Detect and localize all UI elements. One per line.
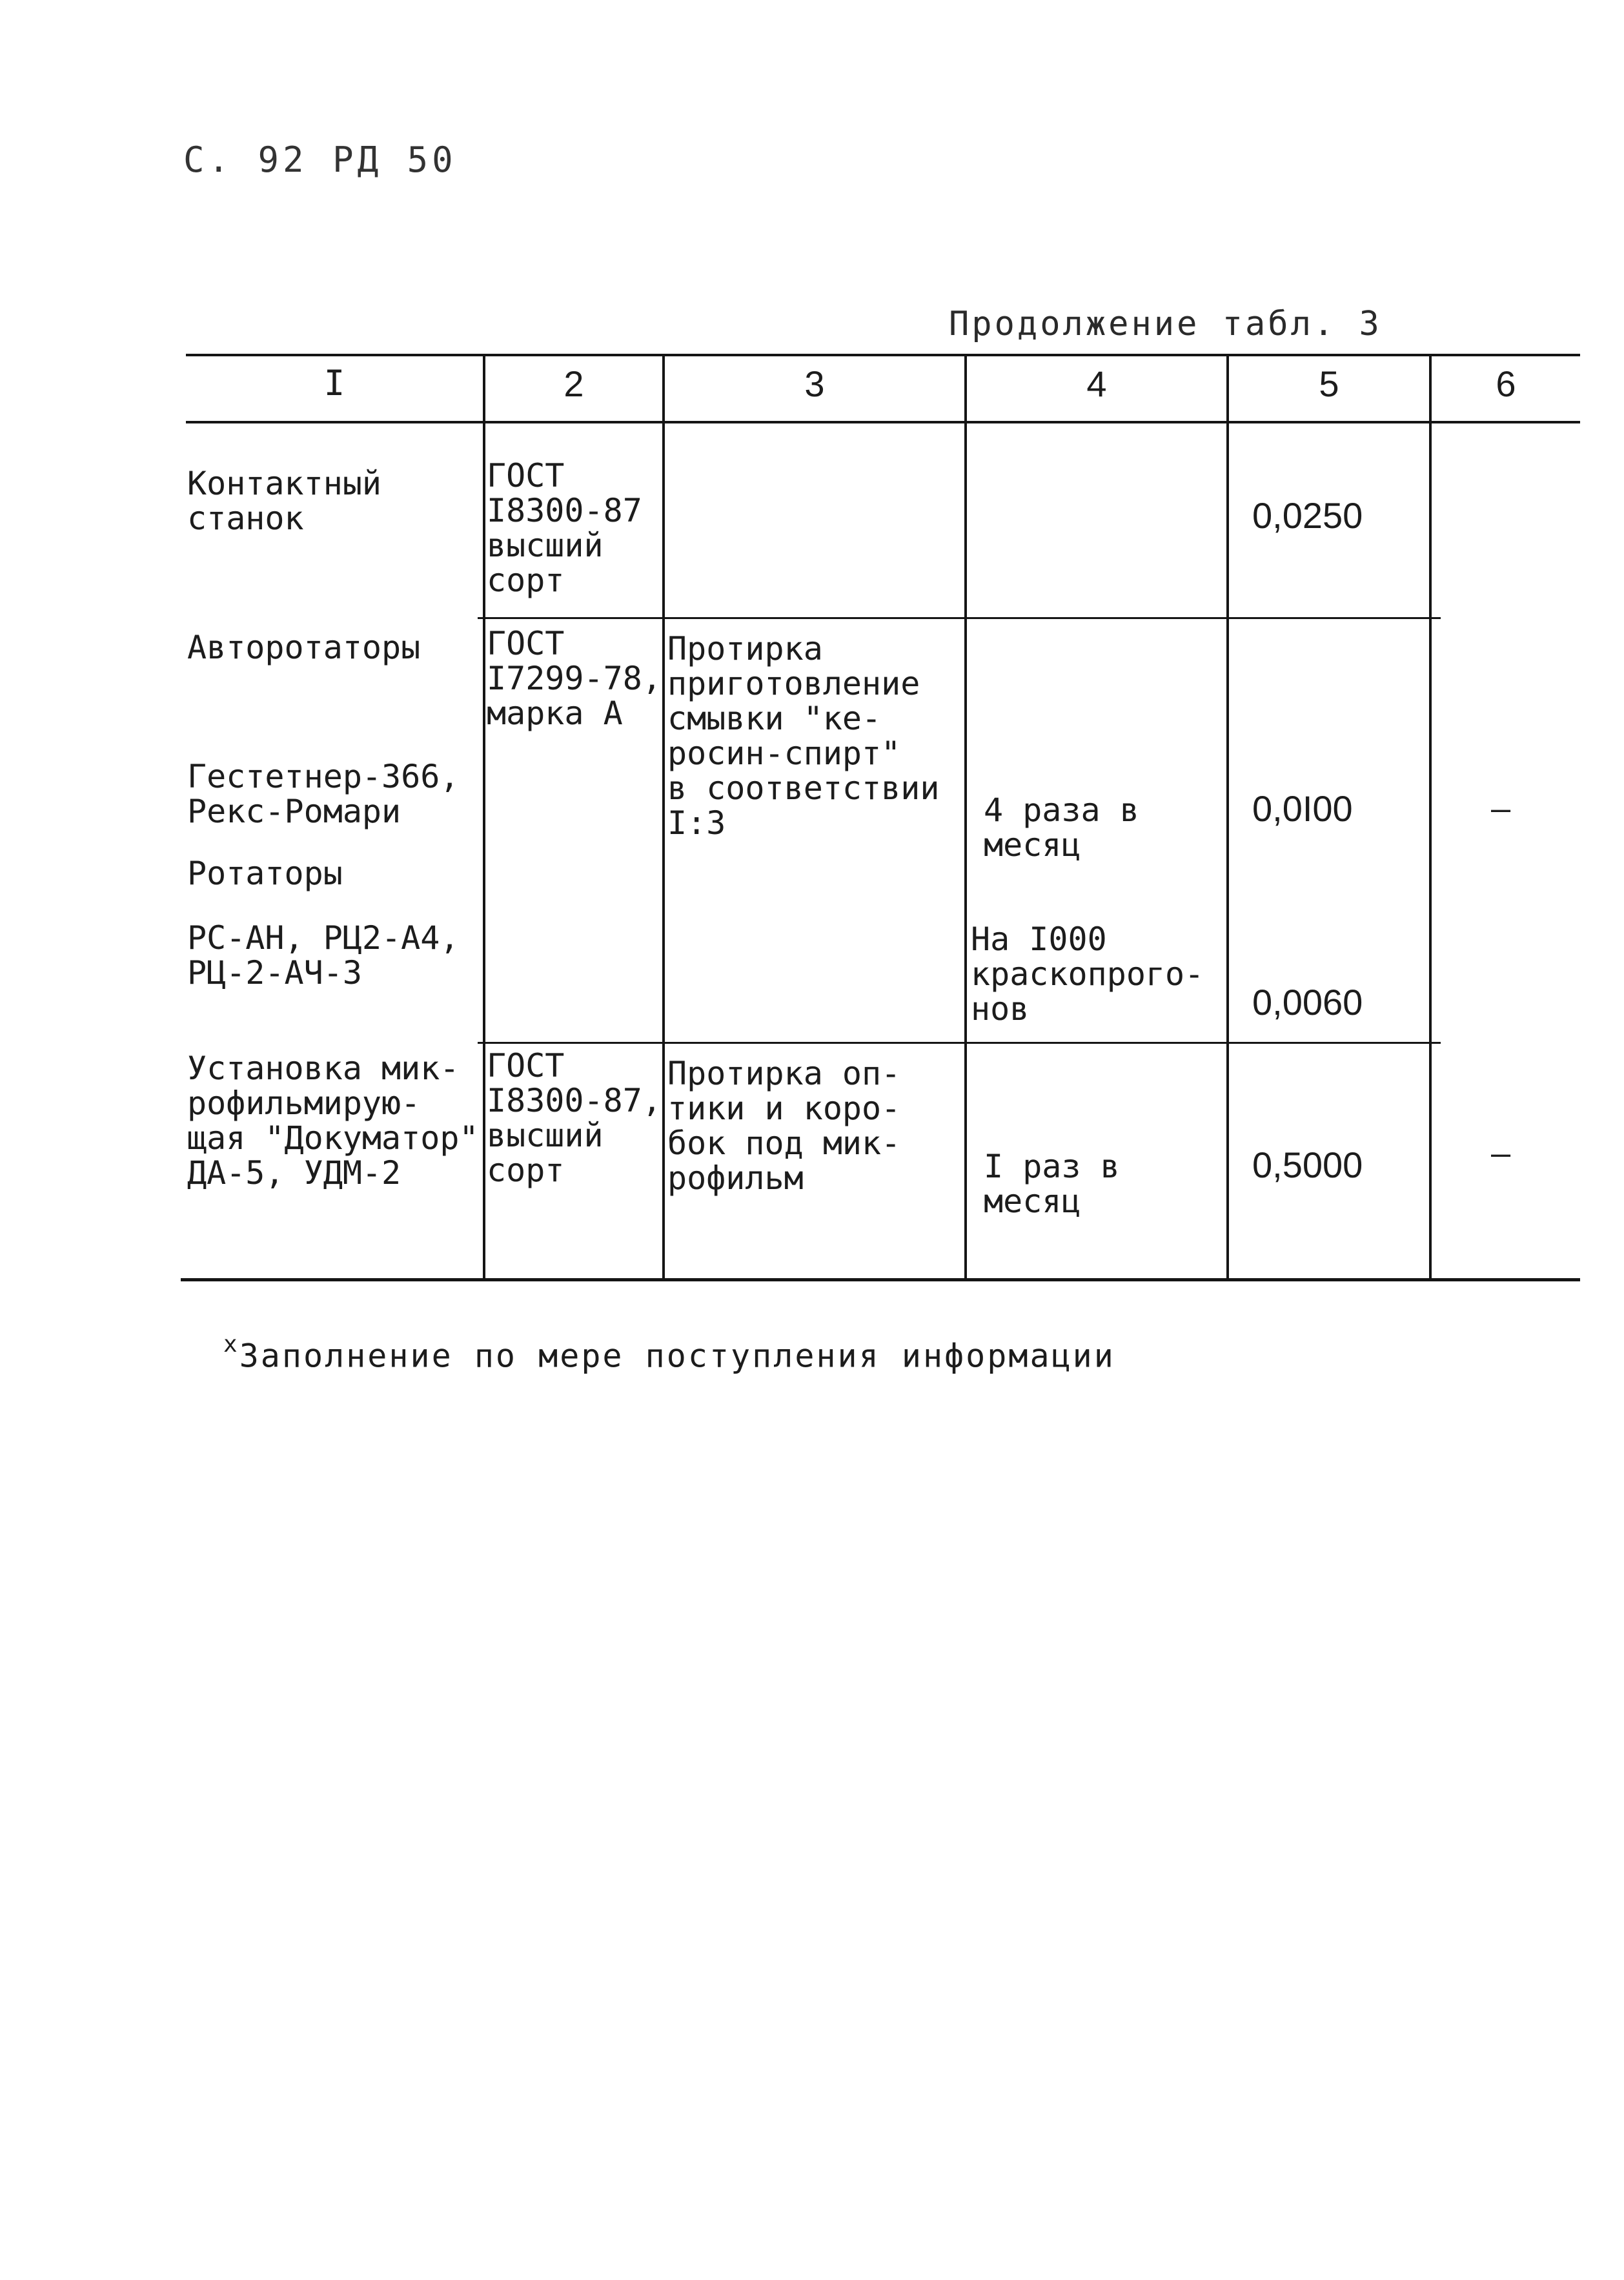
page-reference: С. 92 РД 50 xyxy=(183,139,457,180)
table-caption: Продолжение табл. 3 xyxy=(949,305,1382,343)
column-divider-5 xyxy=(1429,354,1432,1279)
column-divider-3 xyxy=(964,354,967,1279)
row2-equipment-autorotators: Авторотаторы xyxy=(187,629,421,666)
row1-rate: 0,0250 xyxy=(1252,495,1363,536)
row2-equipment-gestetner: Гестетнер-366, Рекс-Ромари xyxy=(187,758,460,830)
column-header-3: 3 xyxy=(804,363,825,404)
row2-equipment-rotators: Ротаторы xyxy=(187,855,343,892)
row3-col6: – xyxy=(1491,1135,1511,1172)
row2-frequency: 4 раза в месяц xyxy=(984,791,1139,864)
column-header-1: I xyxy=(323,363,345,403)
row2-operation: Протирка приготовление смывки "ке- росин-спирт" в соответствии I:3 xyxy=(667,630,940,842)
row2-rate-a: 0,0I00 xyxy=(1252,788,1353,829)
row1-standard: ГОСТ I8300-87 высший сорт xyxy=(487,457,642,599)
footnote-mark: x xyxy=(223,1331,239,1358)
column-header-4: 4 xyxy=(1086,363,1107,404)
row2-equipment-models: РС-АН, РЦ2-А4, РЦ-2-АЧ-3 xyxy=(187,919,460,992)
row1-equipment: Контактный станок xyxy=(187,465,382,537)
footnote xyxy=(223,1331,1115,1375)
column-header-5: 5 xyxy=(1319,363,1339,404)
row3-rate: 0,5000 xyxy=(1252,1145,1363,1185)
table-row2-border xyxy=(478,1042,1441,1044)
footnote-text: Заполнение по мере поступления информации xyxy=(239,1337,1115,1375)
column-divider-1 xyxy=(483,354,485,1279)
row3-frequency: I раз в месяц xyxy=(984,1148,1120,1220)
row3-standard: ГОСТ I8300-87, высший сорт xyxy=(487,1047,662,1189)
row2-col6: – xyxy=(1491,790,1511,828)
row2-per-1000-runs: На I000 краскопрого- нов xyxy=(971,921,1204,1028)
table-top-border xyxy=(186,354,1580,356)
table-bottom-border xyxy=(181,1278,1580,1281)
row2-standard: ГОСТ I7299-78, марка А xyxy=(487,625,662,732)
table-header-border xyxy=(186,421,1580,423)
row2-rate-b: 0,0060 xyxy=(1252,982,1363,1023)
column-divider-2 xyxy=(662,354,665,1279)
column-divider-4 xyxy=(1226,354,1229,1279)
row3-equipment: Установка мик- рофильмирую- щая "Докуматор" ДА-5, УДМ-2 xyxy=(187,1050,479,1192)
column-header-6: 6 xyxy=(1496,363,1516,404)
row3-operation: Протирка оп- тики и коро- бок под мик- рофильм xyxy=(667,1055,901,1197)
table-row1-border xyxy=(478,617,1441,619)
column-header-2: 2 xyxy=(563,363,584,404)
